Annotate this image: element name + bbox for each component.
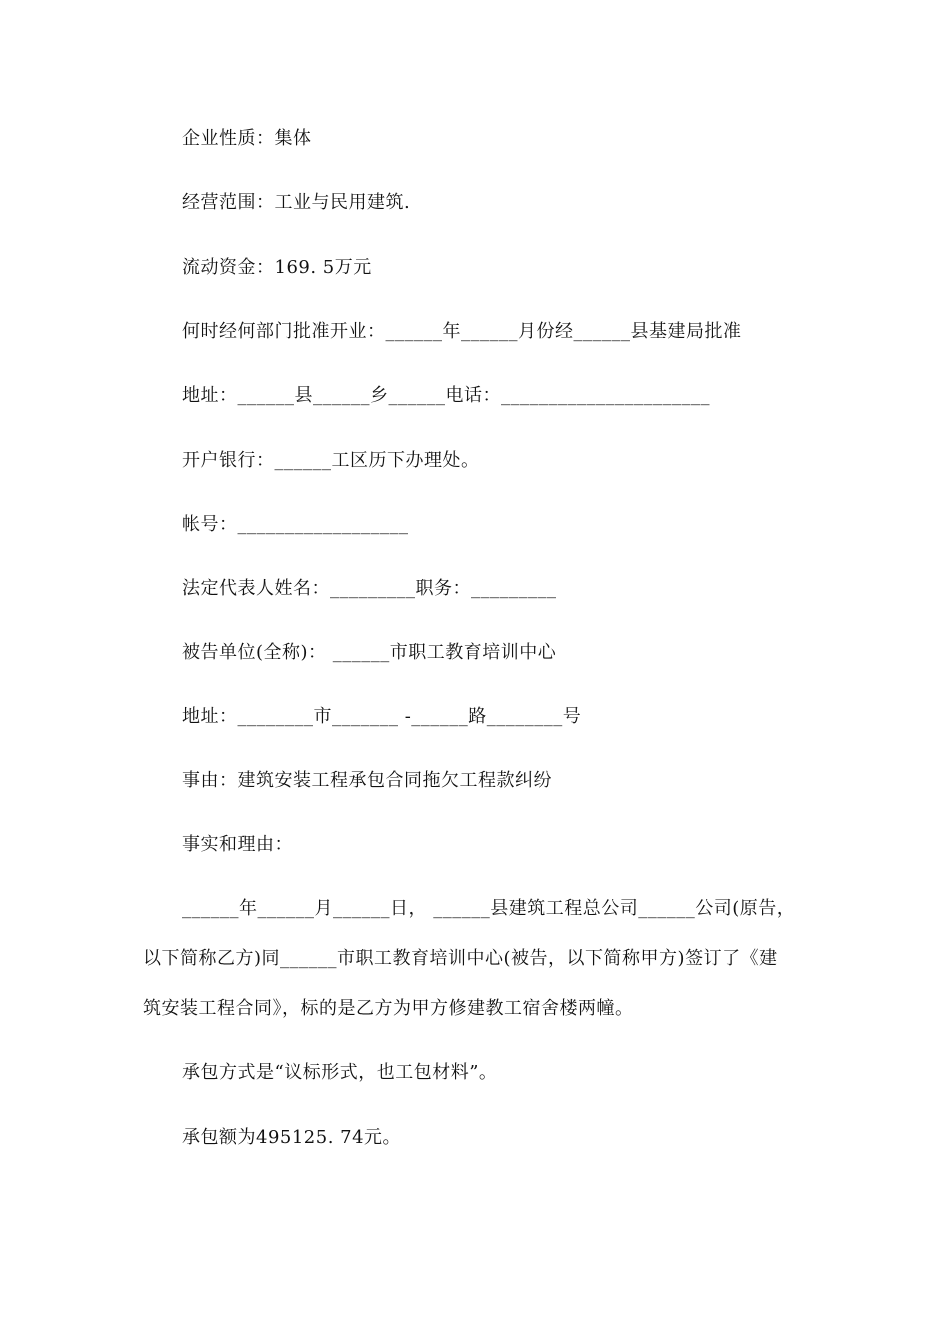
contract-method-line: 承包方式是“议标形式，也工包材料”。 <box>182 1062 498 1083</box>
paragraph-line: 以下简称乙方)同______市职工教育培训中心(被告，以下简称甲方)签订了《建 <box>143 948 778 969</box>
plaintiff-address-line: 地址：______县______乡______电话：______________________ <box>182 385 710 406</box>
facts-paragraph <box>143 897 811 1021</box>
bank-line: 开户银行：______工区历下办理处。 <box>182 450 480 471</box>
defendant-address-line: 地址：________市_______ -______路________号 <box>182 706 582 727</box>
business-scope-line: 经营范围：工业与民用建筑. <box>182 192 411 213</box>
paragraph-line: 筑安装工程合同》，标的是乙方为甲方修建教工宿舍楼两幢。 <box>143 998 634 1019</box>
approval-line: 何时经何部门批准开业：______年______月份经______县基建局批准 <box>182 321 742 342</box>
cause-line: 事由：建筑安装工程承包合同拖欠工程款纠纷 <box>182 770 552 791</box>
contract-amount-line: 承包额为495125. 74元。 <box>182 1127 402 1148</box>
working-capital-line: 流动资金：169. 5万元 <box>182 257 372 278</box>
paragraph-line: ______年______月______日， ______县建筑工程总公司______公司(原告， <box>182 898 796 919</box>
account-line: 帐号：__________________ <box>182 514 409 535</box>
legal-representative-line: 法定代表人姓名：_________职务：_________ <box>182 578 557 599</box>
facts-heading: 事实和理由： <box>182 834 293 855</box>
enterprise-nature-line: 企业性质：集体 <box>182 128 312 149</box>
defendant-line: 被告单位(全称)： ______市职工教育培训中心 <box>182 642 557 663</box>
